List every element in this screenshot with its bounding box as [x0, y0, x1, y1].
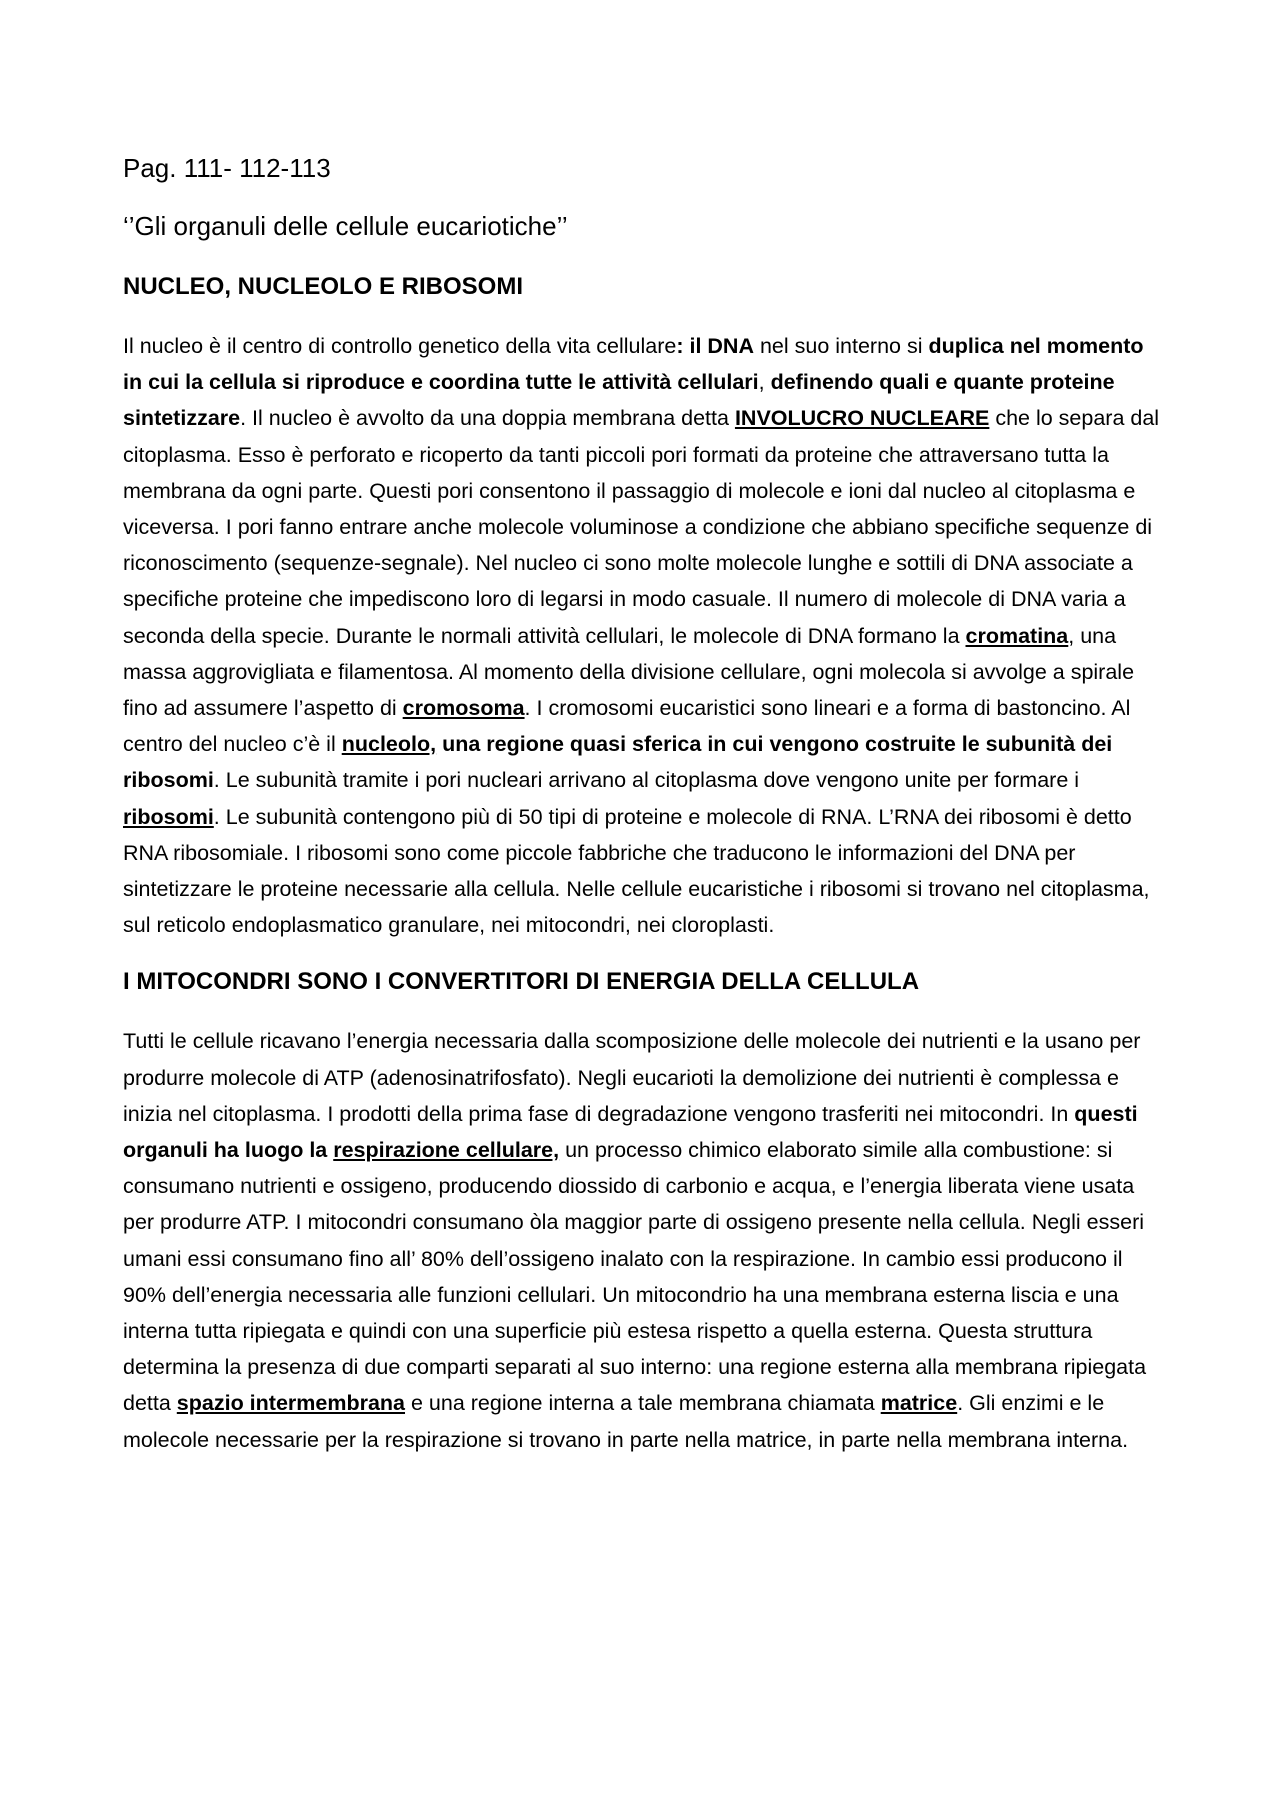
text-run: un processo chimico elaborato simile alla combustione: si consumano nutrienti e ossigeno, producendo diossido di carbonio e acqua, e l’energia liberata viene usata per produrre ATP. I mitocondri consumano òla maggior parte di ossigeno presente nella cellula. Negli esseri umani essi consumano fino all’ 80% dell’ossigeno inalato con la respirazione. In cambio essi producono il 90% dell’energia necessaria alle funzioni cellulari. Un mitocondrio ha una membrana esterna liscia e una interna tutta ripiegata e quindi con una superficie più estesa rispetto a quella esterna. Questa struttura determina la presenza di due comparti separati al suo interno: una regione esterna alla membrana ripiegata detta [123, 1138, 1147, 1416]
text-run: , una massa aggrovigliata e filamentosa. Al momento della divisione cellulare, ogni molecola si avvolge a spirale fino ad assumere l’aspetto di [123, 623, 1135, 721]
text-run: , [758, 370, 771, 395]
text-run: . I cromosomi eucaristici sono lineari e a forma di bastoncino. Al centro del nucleo c’è il [123, 696, 1131, 757]
text-run: e una regione interna a tale membrana chiamata [405, 1391, 881, 1416]
text-run: respirazione cellulare, [333, 1138, 560, 1163]
document-page [123, 150, 1168, 1480]
document-title: ‘’Gli organuli delle cellule eucariotiche’’ [123, 211, 568, 241]
text-run: duplica nel momento in cui la cellula si riproduce e coordina tutte le attività cellulari [123, 334, 1144, 395]
text-run: : il DNA [676, 334, 754, 358]
section-paragraph-nucleo [123, 328, 1168, 943]
text-run: che lo separa dal citoplasma. Esso è perforato e ricoperto da tanti piccoli pori formati da proteine che attraversano tutta la membrana da ogni parte. Questi pori consentono il passaggio di molecole e ioni dal nucleo al citoplasma e viceversa. I pori fanno entrare anche molecole voluminose a condizione che abbiano specifiche sequenze di riconoscimento (sequenze-segnale). Nel nucleo ci sono molte molecole lunghe e sottili di DNA associate a specifiche proteine che impediscono loro di legarsi in modo casuale. Il numero di molecole di DNA varia a seconda della specie. Durante le normali attività cellulari, le molecole di DNA formano la [123, 406, 1160, 648]
section-paragraph-mitocondri [123, 1023, 1168, 1457]
text-run: una regione quasi sferica in cui vengono costruite le subunità dei ribosomi [123, 732, 1113, 793]
section-heading-nucleo: NUCLEO, NUCLEOLO E RIBOSOMI [123, 273, 524, 300]
text-run: Il nucleo è il centro di controllo genetico della vita cellulare [123, 334, 677, 358]
text-run: . Il nucleo è avvolto da una doppia membrana detta [240, 406, 735, 431]
text-run: . Le subunità tramite i pori nucleari arrivano al citoplasma dove vengono unite per formare i [213, 768, 1080, 793]
text-run: cromosoma [402, 696, 525, 721]
text-run: . Le subunità contengono più di 50 tipi di proteine e molecole di RNA. L’RNA dei ribosomi è detto RNA ribosomiale. I ribosomi sono come piccole fabbriche che traducono le informazioni del DNA per sintetizzare le proteine necessarie alla cellula. Nelle cellule eucaristiche i ribosomi si trovano nel citoplasma, sul reticolo endoplasmatico granulare, nei mitocondri, nei cloroplasti. [123, 804, 1150, 938]
text-run: cromatina [965, 623, 1069, 648]
text-run: matrice [880, 1391, 958, 1416]
text-run: nel suo interno si [753, 334, 929, 358]
text-run: questi organuli ha luogo la [123, 1101, 1138, 1163]
text-run: . Gli enzimi e le molecole necessarie per la respirazione si trovano in parte nella matrice, in parte nella membrana interna. [123, 1391, 1129, 1452]
text-run: definendo quali e quante proteine sintetizzare [123, 370, 1115, 431]
text-run: INVOLUCRO NUCLEARE [734, 406, 990, 431]
section-heading-mitocondri: I MITOCONDRI SONO I CONVERTITORI DI ENERGIA DELLA CELLULA [123, 968, 920, 996]
text-run: spazio intermembrana [176, 1391, 406, 1416]
text-run: Tutti le cellule ricavano l’energia necessaria dalla scomposizione delle molecole dei nutrienti e la usano per produrre molecole di ATP (adenosinatrifosfato). Negli eucarioti la demolizione dei nutrienti è complessa e inizia nel citoplasma. I prodotti della prima fase di degradazione vengono trasferiti nei mitocondri. In [123, 1029, 1141, 1126]
page-reference: Pag. 111- 112-113 [123, 153, 331, 183]
text-run: nucleolo, [341, 732, 437, 757]
text-run: ribosomi [123, 804, 214, 829]
